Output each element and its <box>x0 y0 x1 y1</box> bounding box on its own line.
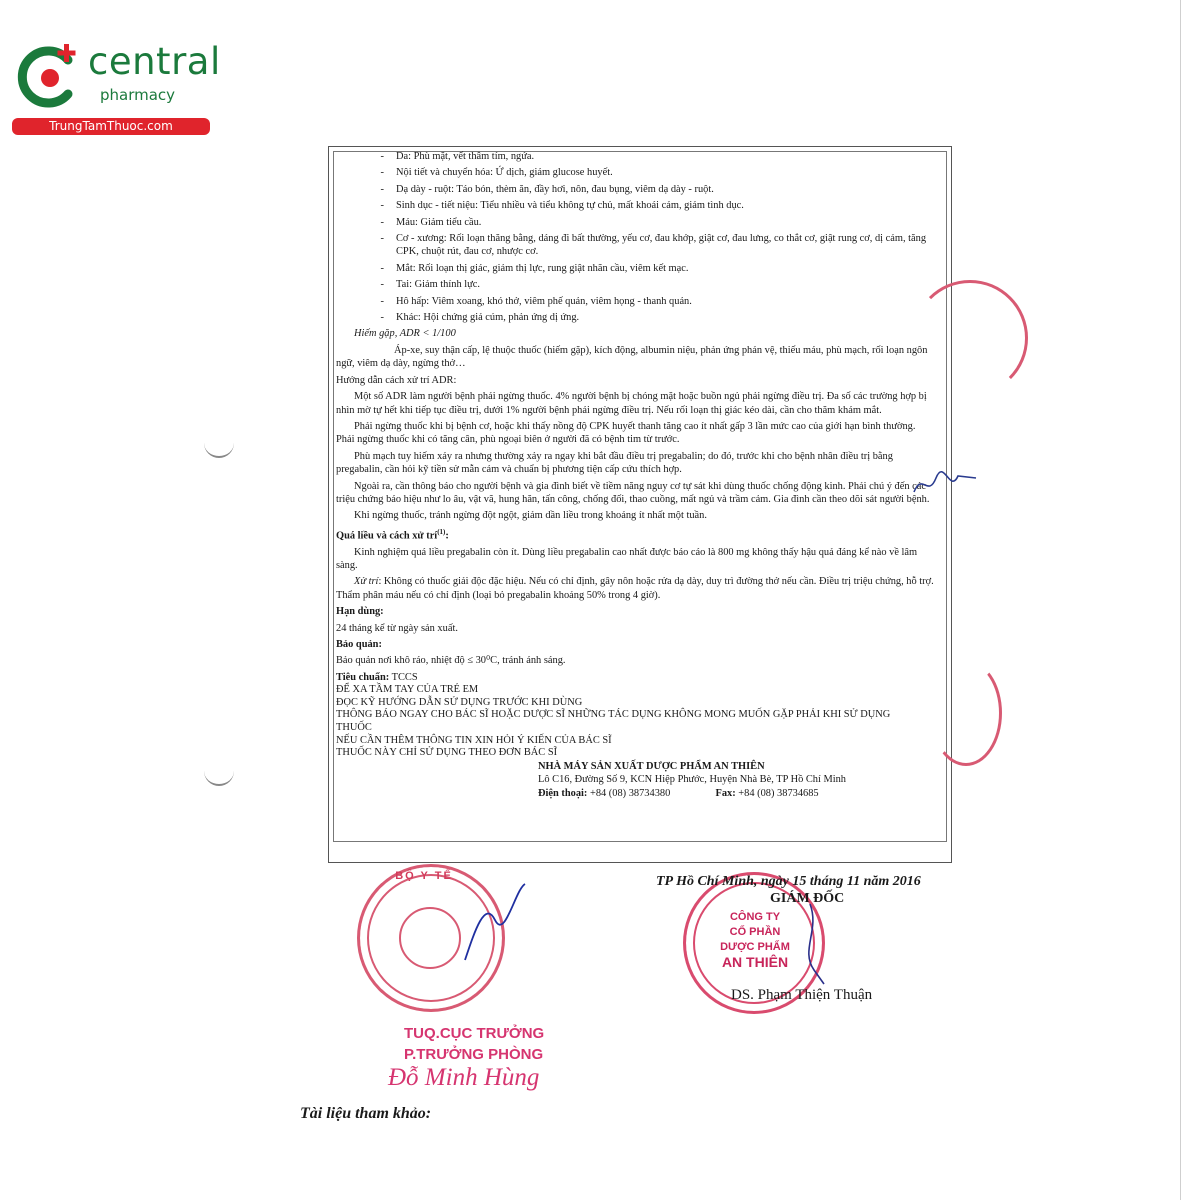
approval-line: TUQ.CỤC TRƯỞNG <box>404 1025 545 1042</box>
adr-paragraph: Phù mạch tuy hiếm xảy ra nhưng thường xảy ra ngay khi bắt đầu điều trị pregabalin; do đó, trước khi cho bệnh nhân điều trị bằng pregabalin, cần hỏi kỹ tiền sử mẫn cảm và chuẩn bị phương tiện cấp cứu thích hợp. <box>336 450 893 476</box>
adr-paragraph: Một số ADR làm người bệnh phải ngừng thuốc. 4% người bệnh bị chóng mặt hoặc buồn ngủ phải ngừng điều trị. Đa số các trường hợp bị nhìn mờ tự hết khi tiếp tục điều trị, dưới 1% người bệnh phải ngừng điều trị. Nếu rối loạn thị giác kéo dài, cần cho thăm khám mắt. <box>336 391 927 416</box>
signature-date: TP Hồ Chí Minh, ngày 15 tháng 11 năm 2016 <box>656 874 921 889</box>
warning-line: NẾU CẦN THÊM THÔNG TIN XIN HỎI Ý KIẾN CỦA BÁC SĨ <box>336 734 612 746</box>
ministry-signature <box>455 880 535 970</box>
director-title: GIÁM ĐỐC <box>770 891 845 906</box>
overdose-paragraph: Kinh nghiệm quá liều pregabalin còn ít. Dùng liều pregabalin cao nhất được báo cáo là 800 mg không thấy hậu quả đáng kể nào về lâm sàng. <box>336 546 918 572</box>
partial-stamp <box>912 280 1028 396</box>
logo-subtitle: pharmacy <box>100 86 176 104</box>
manufacturer-contacts: Điện thoại: +84 (08) 38734380 Fax: +84 (08) 38734685 <box>538 787 819 799</box>
company-stamp-text: CÔNG TY CỔ PHẦN DƯỢC PHẨM AN THIÊN <box>720 911 790 970</box>
list-item: - Nội tiết và chuyển hóa: Ứ dịch, giảm glucose huyết. <box>380 167 613 179</box>
list-item: - Sinh dục - tiết niệu: Tiểu nhiều và tiểu không tự chủ, mất khoái cảm, giảm tình dục. <box>380 200 744 212</box>
references-heading: Tài liệu tham khảo: <box>300 1105 432 1122</box>
standard-line: Tiêu chuẩn: TCCS <box>336 671 418 683</box>
logo-brand: central <box>88 40 221 83</box>
manufacturer-address: Lô C16, Đường Số 9, KCN Hiệp Phước, Huyện Nhà Bè, TP Hồ Chí Minh <box>538 774 846 786</box>
partial-stamp <box>930 660 1002 766</box>
punch-hole <box>204 440 234 458</box>
warning-line: THÔNG BÁO NGAY CHO BÁC SĨ HOẶC DƯỢC SĨ NHỮNG TÁC DỤNG KHÔNG MONG MUỐN GẶP PHẢI KHI SỬ DỤNG THUỐC <box>336 709 891 734</box>
national-emblem <box>399 907 461 969</box>
logo-mark-icon <box>10 36 90 116</box>
adr-paragraph: Ngoài ra, cần thông báo cho người bệnh và gia đình biết về tiềm năng nguy cơ tự sát khi dùng thuốc chống động kinh. Phải chú ý đến các triệu chứng báo hiệu như lo âu, vật vã, hung hăn, tấn công, chống đối, thao cuồng, mất ngủ và trầm cảm. Gia đình cần theo dõi sát người bệnh. <box>336 480 930 505</box>
list-item: - Mắt: Rối loạn thị giác, giảm thị lực, rung giật nhãn cầu, viêm kết mạc. <box>380 262 689 274</box>
list-item: - Khác: Hội chứng giả cúm, phản ứng dị ứng. <box>380 312 580 324</box>
list-item: - Máu: Giảm tiểu cầu. <box>380 216 482 228</box>
director-signature <box>780 900 840 990</box>
manufacturer-block <box>538 760 936 800</box>
adr-heading: Hướng dẫn cách xử trí ADR: <box>336 374 457 386</box>
shelf-life-heading: Hạn dùng: <box>336 606 384 618</box>
approval-name: Đỗ Minh Hùng <box>388 1064 540 1091</box>
document-body <box>336 150 936 800</box>
side-effects-list <box>336 150 936 324</box>
warning-line: ĐỂ XA TẦM TAY CỦA TRẺ EM <box>336 684 479 696</box>
rare-text: Áp-xe, suy thận cấp, lệ thuộc thuốc (hiếm gặp), kích động, albumin niệu, phản ứng phản vệ, thiếu máu, phù mạch, rối loạn ngôn ngữ, viêm dạ dày, ngừng thở… <box>336 344 928 370</box>
adr-paragraph: Khi ngừng thuốc, tránh ngừng đột ngột, giảm dần liều trong khoảng ít nhất một tuần. <box>354 510 707 522</box>
list-item: - Hô hấp: Viêm xoang, khó thở, viêm phế quản, viêm họng - thanh quản. <box>380 295 692 307</box>
approval-line: P.TRƯỞNG PHÒNG <box>404 1046 544 1063</box>
rare-heading: Hiếm gặp, ADR < 1/100 <box>354 328 456 340</box>
punch-hole <box>204 768 234 786</box>
ministry-stamp-label: BỘ Y TẾ <box>395 870 453 882</box>
overdose-treatment: Xử trí: Không có thuốc giải độc đặc hiệu. Nếu có chỉ định, gây nôn hoặc rửa dạ dày, duy trì đường thở nếu cần. Điều trị triệu chứng, hỗ trợ. Thẩm phân máu nếu có chỉ định (loại bỏ pregabalin khoảng 50% trong 4 giờ). <box>336 576 934 601</box>
list-item: - Tai: Giảm thính lực. <box>380 279 480 291</box>
shelf-life-text: 24 tháng kể từ ngày sản xuất. <box>336 622 458 634</box>
warning-line: ĐỌC KỸ HƯỚNG DẪN SỬ DỤNG TRƯỚC KHI DÙNG <box>336 696 583 708</box>
initials-signature <box>910 468 980 500</box>
director-name: DS. Phạm Thiện Thuận <box>731 987 873 1003</box>
list-item: - Dạ dày - ruột: Táo bón, thèm ăn, đầy hơi, nôn, đau bụng, viêm dạ dày - ruột. <box>380 183 714 195</box>
adr-paragraph: Phải ngừng thuốc khi bị bệnh cơ, hoặc khi thấy nồng độ CPK huyết thanh tăng cao ít nhất gấp 3 lần mức cao của giới hạn bình thường. Phải ngừng thuốc khi có tăng cân, phù ngoại biên ở người đã có bệnh tim từ trước. <box>336 420 916 446</box>
page-edge <box>1180 0 1181 1200</box>
list-item: - Cơ - xương: Rối loạn thăng bằng, dáng đi bất thường, yếu cơ, đau khớp, giật cơ, đau lưng, co thắt cơ, giật rung cơ, dị cảm, tăng CPK, chuột rút, đau cơ, nhược cơ. <box>380 233 927 258</box>
storage-heading: Bảo quản: <box>336 639 382 651</box>
logo-url-badge[interactable]: TrungTamThuoc.com <box>12 118 210 135</box>
warning-line: THUỐC NÀY CHỈ SỬ DỤNG THEO ĐƠN BÁC SĨ <box>336 747 558 759</box>
overdose-heading: Quá liều và cách xử trí$^{(1)}$: <box>336 527 449 542</box>
list-item: - Da: Phù mặt, vết thâm tím, ngứa. <box>380 151 535 162</box>
central-pharmacy-logo[interactable] <box>10 36 220 136</box>
manufacturer-name: NHÀ MÁY SẢN XUẤT DƯỢC PHẨM AN THIÊN <box>538 760 765 772</box>
storage-text: Bảo quản nơi khô ráo, nhiệt độ ≤ 30⁰C, tránh ánh sáng. <box>336 655 566 667</box>
warnings-block <box>336 684 936 760</box>
